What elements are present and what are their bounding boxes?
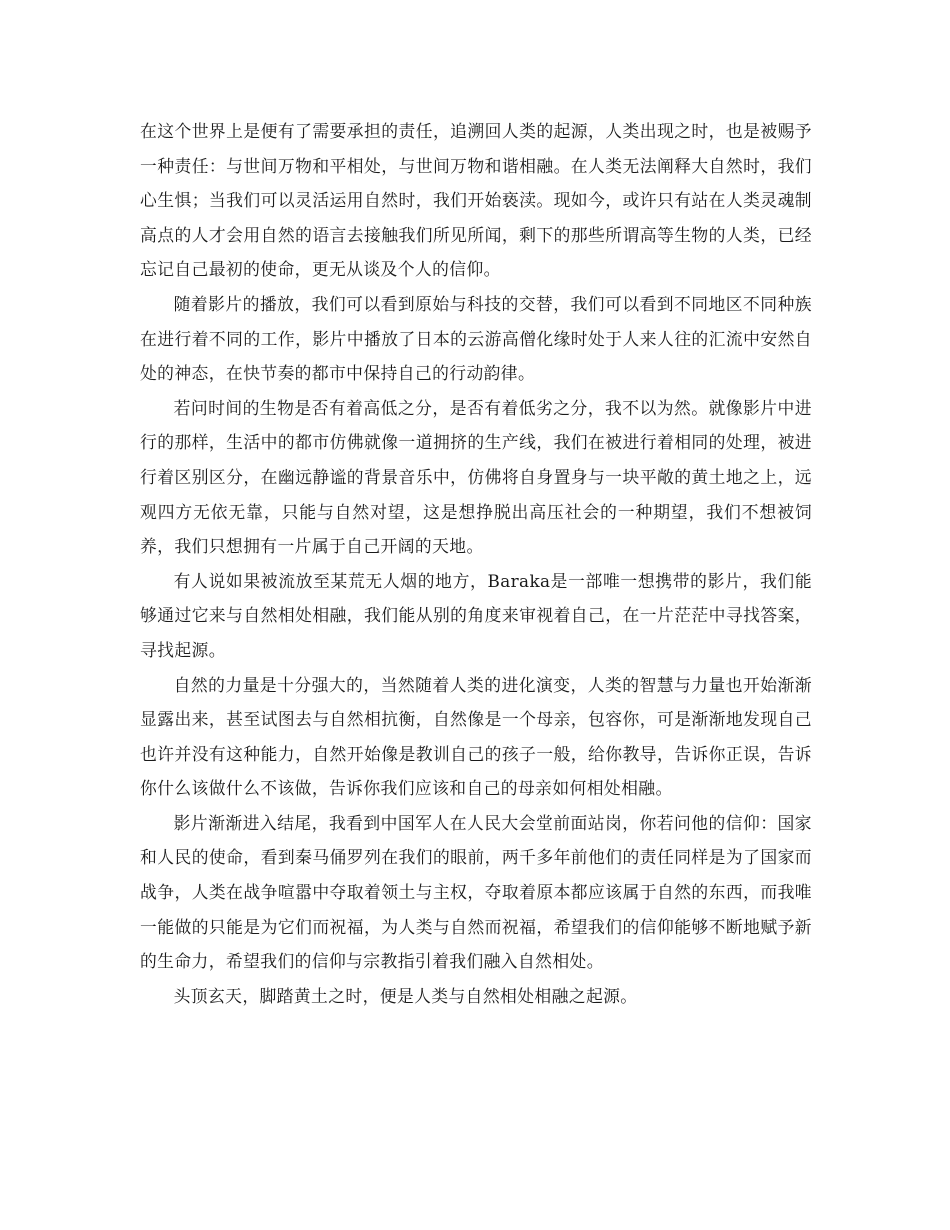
- paragraph-1: 在这个世界上是便有了需要承担的责任，追溯回人类的起源，人类出现之时，也是被赐予一种责任：与世间万物和平相处，与世间万物和谐相融。在人类无法阐释大自然时，我们心生惧；当我们可以灵活运用自然时，我们开始亵渎。现如今，或许只有站在人类灵魂制高点的人才会用自然的语言去接触我们所见所闻，剩下的那些所谓高等生物的人类，已经忘记自己最初的使命，更无从谈及个人的信仰。: [140, 121, 812, 280]
- paragraph-7: 头顶玄天，脚踏黄土之时，便是人类与自然相处相融之起源。: [173, 985, 638, 1006]
- document-body: [140, 114, 812, 1013]
- paragraph-5: 自然的力量是十分强大的，当然随着人类的进化演变，人类的智慧与力量也开始渐渐显露出来，甚至试图去与自然相抗衡，自然像是一个母亲，包容你，可是渐渐地发现自己也许并没有这种能力，自然开始像是教训自己的孩子一般，给你教导，告诉你正误，告诉你什么该做什么不该做，告诉你我们应该和自己的母亲如何相处相融。: [140, 674, 812, 799]
- paragraph-4: 有人说如果被流放至某荒无人烟的地方，Baraka是一部唯一想携带的影片，我们能够通过它来与自然相处相融，我们能从别的角度来审视着自己，在一片茫茫中寻找答案，寻找起源。: [140, 570, 812, 660]
- paragraph-2: 随着影片的播放，我们可以看到原始与科技的交替，我们可以看到不同地区不同种族在进行着不同的工作，影片中播放了日本的云游高僧化缘时处于人来人往的汇流中安然自处的神态，在快节奏的都市中保持自己的行动韵律。: [140, 293, 812, 384]
- paragraph-3: 若问时间的生物是否有着高低之分，是否有着低劣之分，我不以为然。就像影片中进行的那样，生活中的都市仿佛就像一道拥挤的生产线，我们在被进行着相同的处理，被进行着区别区分，在幽远静谧的背景音乐中，仿佛将自身置身与一块平敞的黄土地之上，远观四方无依无靠，只能与自然对望，这是想挣脱出高压社会的一种期望，我们不想被饲养，我们只想拥有一片属于自己开阔的天地。: [140, 397, 812, 557]
- paragraph-6: 影片渐渐进入结尾，我看到中国军人在人民大会堂前面站岗，你若问他的信仰：国家和人民的使命，看到秦马俑罗列在我们的眼前，两千多年前他们的责任同样是为了国家而战争，人类在战争喧嚣中夺取着领土与主权，夺取着原本都应该属于自然的东西，而我唯一能做的只能是为它们而祝福，为人类与自然而祝福，希望我们的信仰能够不断地赋予新的生命力，希望我们的信仰与宗教指引着我们融入自然相处。: [140, 812, 812, 972]
